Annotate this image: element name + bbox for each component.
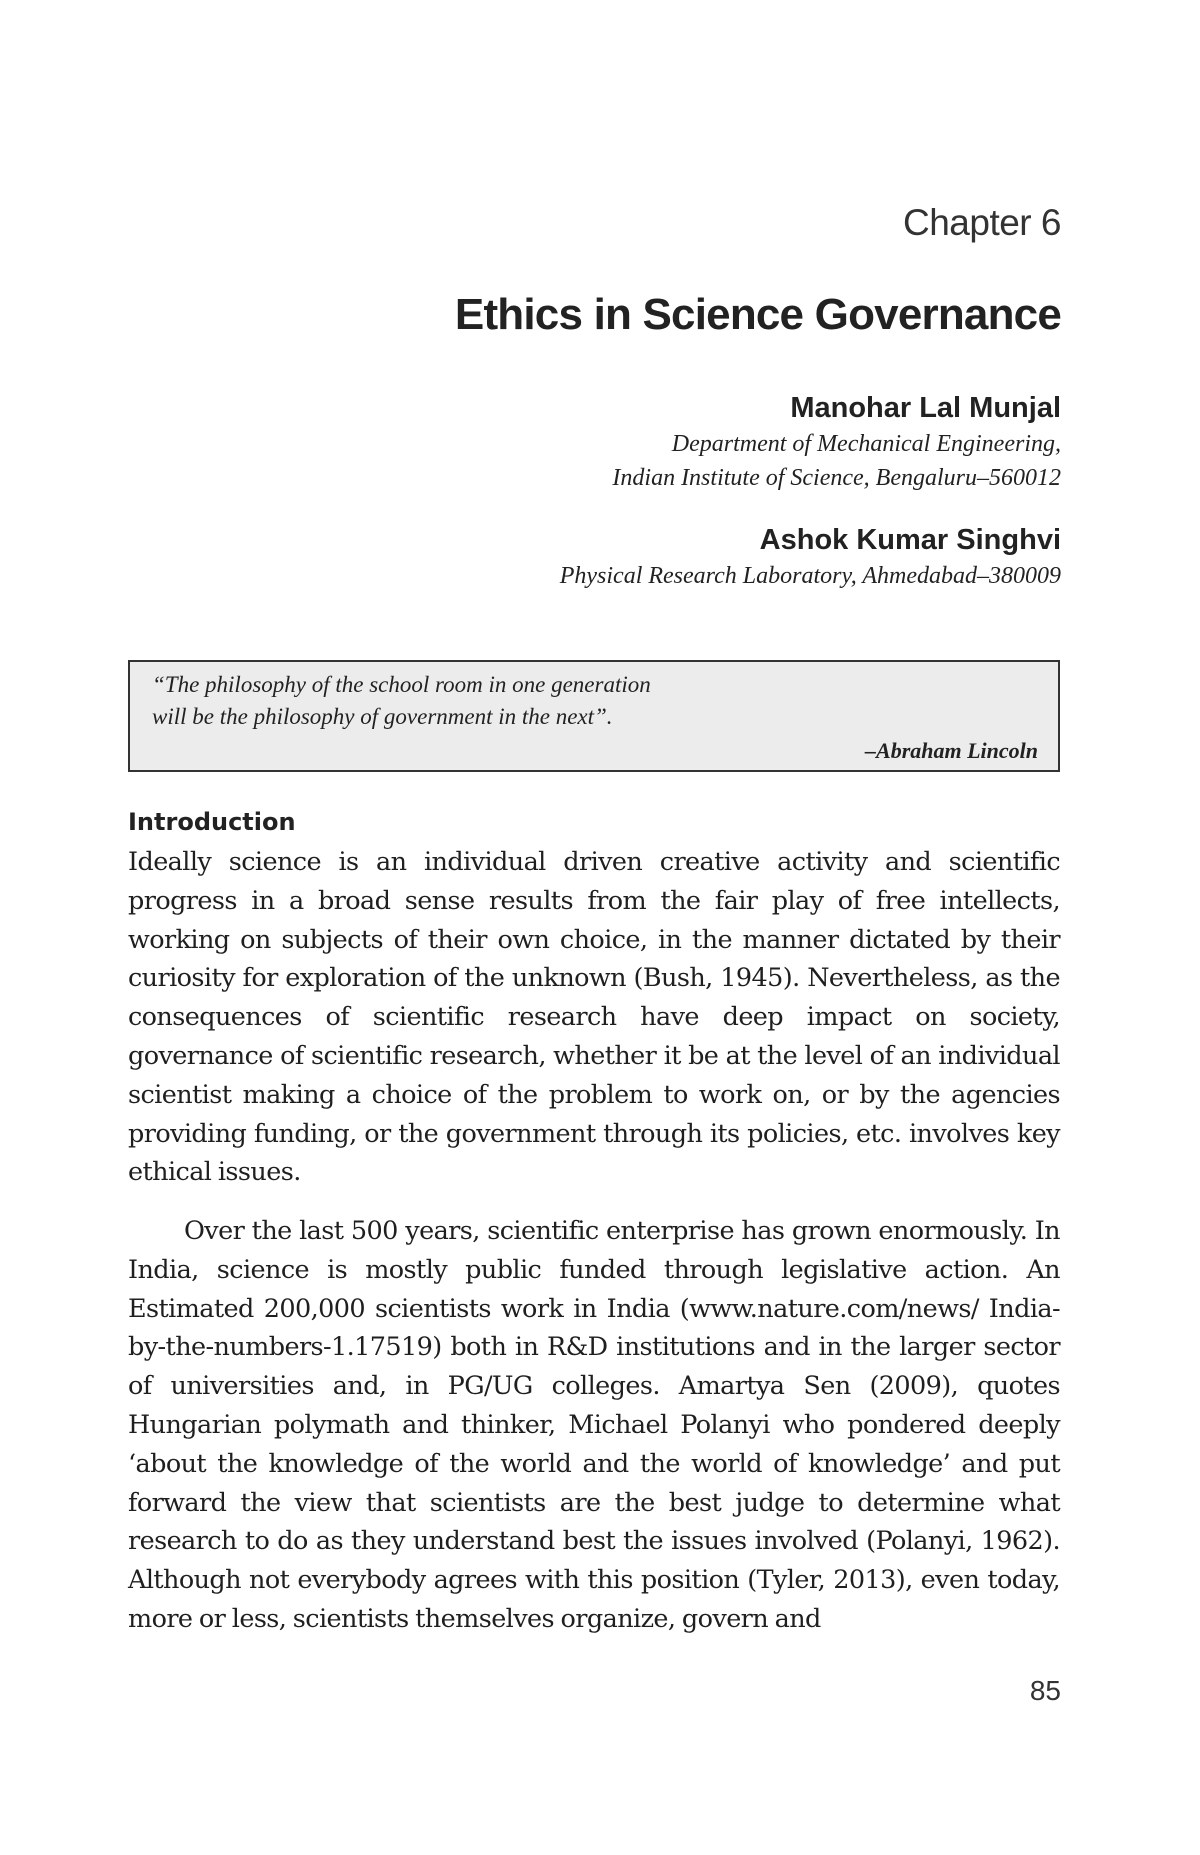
author-affiliation: Indian Institute of Science, Bengaluru–560012: [612, 465, 1061, 491]
body-paragraph: Over the last 500 years, scientific enterprise has grown enormously. In India, science is mostly public funded through legislative action. An Estimated 200,000 scientists work in India (www.nature.com/news/ India-by-the-numbers-1.17519) both in R&D institutions and in the larger sector of universities and, in PG/UG colleges. Amartya Sen (2009), quotes Hungarian polymath and thinker, Michael Polanyi who pondered deeply ‘about the knowledge of the world and the world of knowledge’ and put forward the view that scientists are the best judge to determine what research to do as they understand best the issues involved (Polanyi, 1962). Although not everybody agrees with this position (Tyler, 2013), even today, more or less, scientists themselves organize, govern and: [128, 1216, 1060, 1634]
chapter-label: Chapter 6: [903, 202, 1061, 243]
page-number: 85: [1029, 1675, 1061, 1706]
epigraph-box: [128, 660, 1060, 772]
epigraph-attribution: –Abraham Lincoln: [865, 738, 1038, 763]
section-heading: Introduction: [128, 808, 296, 836]
epigraph-line: “The philosophy of the school room in one generation: [152, 672, 651, 697]
author-affiliation: Physical Research Laboratory, Ahmedabad–380009: [559, 563, 1061, 589]
author-affiliation: Department of Mechanical Engineering,: [671, 431, 1061, 457]
author-name: Manohar Lal Munjal: [790, 392, 1061, 424]
body-paragraph: Ideally science is an individual driven creative activity and scientific progress in a broad sense results from the fair play of free intellects, working on subjects of their own choice, in the manner dictated by their curiosity for exploration of the unknown (Bush, 1945). Nevertheless, as the consequences of scientific research have deep impact on society, governance of scientific research, whether it be at the level of an individual scientist making a choice of the problem to work on, or by the agencies providing funding, or the government through its policies, etc. involves key ethical issues.: [128, 847, 1060, 1188]
chapter-title: Ethics in Science Governance: [454, 290, 1061, 339]
epigraph-line: will be the philosophy of government in the next”.: [152, 704, 613, 729]
author-name: Ashok Kumar Singhvi: [759, 524, 1061, 556]
